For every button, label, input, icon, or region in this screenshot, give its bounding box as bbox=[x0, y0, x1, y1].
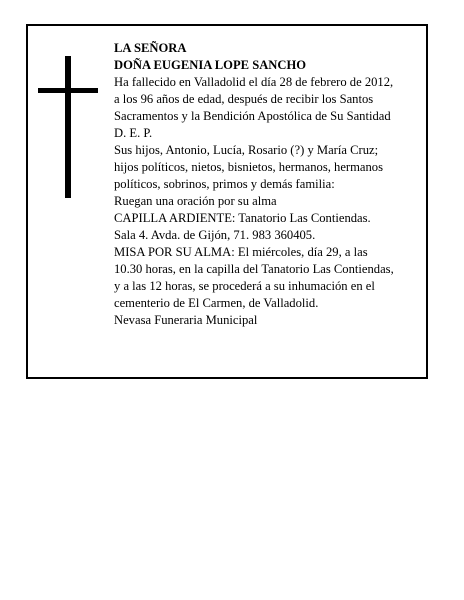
deceased-name: DOÑA EUGENIA LOPE SANCHO bbox=[114, 58, 307, 72]
funeral-home: Nevasa Funeraria Municipal bbox=[114, 313, 258, 327]
obituary-notice-frame bbox=[26, 24, 428, 379]
family-list: Sus hijos, Antonio, Lucía, Rosario (?) y María Cruz; hijos políticos, nietos, bisnietos, hermanos, hermanos políticos, sobrinos, primos y demás familia: bbox=[114, 143, 383, 191]
obituary-text bbox=[114, 40, 426, 329]
cross-vertical-bar bbox=[65, 56, 71, 198]
cross-horizontal-bar bbox=[38, 88, 98, 93]
title-line: LA SEÑORA bbox=[114, 41, 187, 55]
prayer-request: Ruegan una oración por su alma bbox=[114, 194, 277, 208]
chapel-info: CAPILLA ARDIENTE: Tanatorio Las Contiendas. Sala 4. Avda. de Gijón, 71. 983 360405. bbox=[114, 211, 371, 242]
latin-cross-icon bbox=[38, 56, 98, 198]
mass-info: MISA POR SU ALMA: El miércoles, día 29, a las 10.30 horas, en la capilla del Tanatorio Las Contiendas, y a las 12 horas, se procederá a su inhumación en el cementerio de El Carmen, de Valladolid. bbox=[114, 245, 394, 310]
death-info: Ha fallecido en Valladolid el día 28 de febrero de 2012, a los 96 años de edad, después de recibir los Santos Sacramentos y la Bendición Apostólica de Su Santidad D. E. P. bbox=[114, 75, 394, 140]
